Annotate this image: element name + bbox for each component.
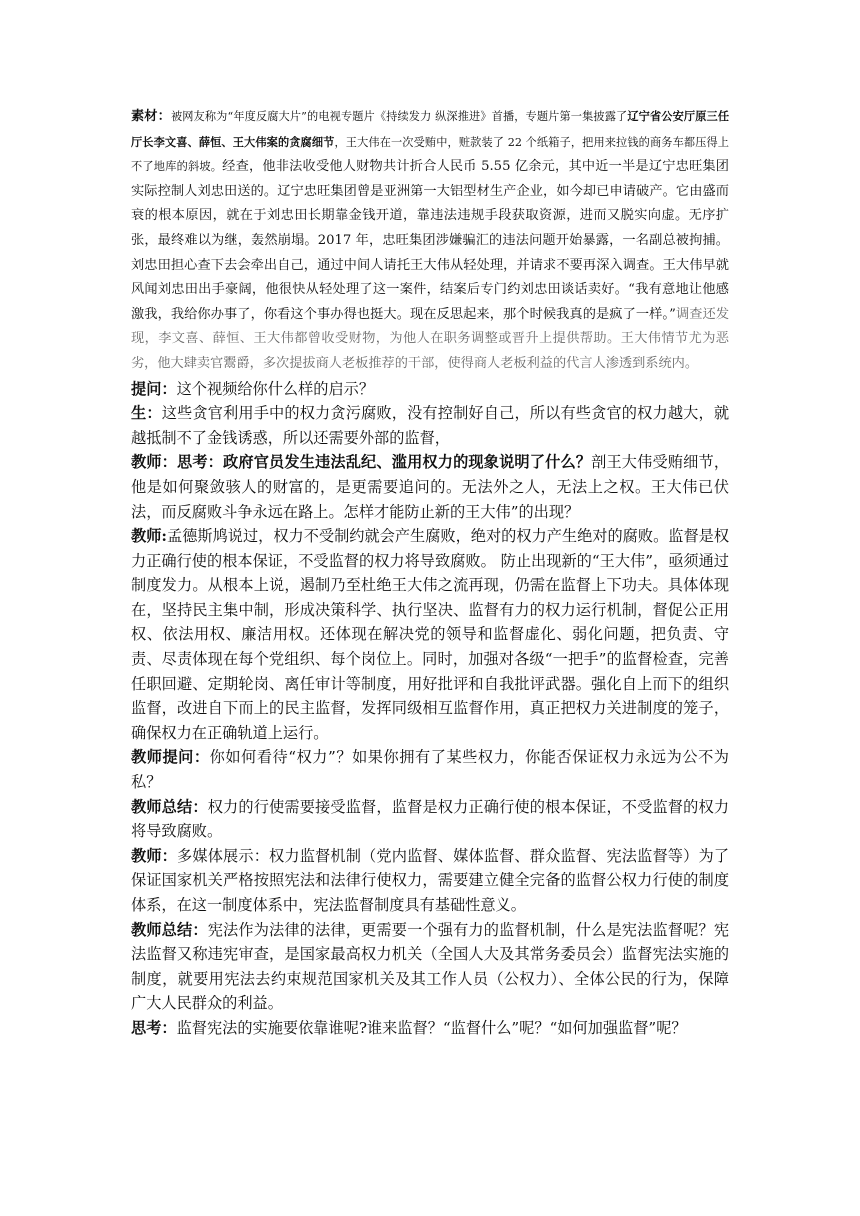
think-label: 思考： (131, 1018, 177, 1037)
teacher-question-text: 你如何看待“权力”？如果你拥有了某些权力，你能否保证权力永远为公不为私？ (131, 748, 729, 792)
teacher-question-label: 教师提问： (131, 748, 210, 767)
question-paragraph (131, 377, 729, 402)
teacher-multimedia-paragraph (131, 844, 729, 918)
teacher-summary-2-text: 宪法作为法律的法律，更需要一个强有力的监督机制，什么是宪法监督呢？宪法监督又称违宪审查，是国家最高权力机关（全国人大及其常务委员会）监督宪法实施的制度，就要用宪法去约束规范国家机关及其工作人员（公权力）、全体公民的行为，保障广大人民群众的利益。 (131, 920, 730, 1013)
teacher-summary-2-label: 教师总结： (131, 920, 208, 939)
teacher-summary-label: 教师总结： (131, 797, 208, 816)
material-intro-end: ，王大伟在一次受贿中，赃款装了 22 个纸箱子，把用来拉钱的商务车都压得上不了地库的斜坡。 (131, 135, 729, 174)
student-text: 这些贪官利用手中的权力贪污腐败，没有控制好自己，所以有些贪官的权力越大，就越抵制不了金钱诱惑，所以还需要外部的监督， (131, 404, 730, 447)
teacher-multimedia-text: 多媒体展示：权力监督机制（党内监督、媒体监督、群众监督、宪法监督等）为了保证国家机关严格按照宪法和法律行使权力，需要建立健全完备的监督公权力行使的制度体系，在这一制度体系中，宪法监督制度具有基础性意义。 (131, 846, 730, 914)
teacher-think-text: 剖王大伟受贿细节，他是如何聚敛骇人的财富的，是更需要追问的。无法外之人，无法上之权。王大伟已伏法，而反腐败斗争永远在路上。怎样才能防止新的王大伟”的出现？ (131, 453, 730, 521)
think-text: 监督宪法的实施要依靠谁呢?谁来监督？“监督什么”呢？“如何加强监督”呢？ (176, 1018, 687, 1037)
think-paragraph (131, 1016, 729, 1041)
question-label: 提问： (131, 379, 177, 398)
teacher-think-label: 教师：思考：政府官员发生违法乱纪、滥用权力的现象说明了什么？ (131, 453, 592, 472)
teacher-multimedia-label: 教师： (131, 846, 178, 865)
material-paragraph (131, 104, 729, 377)
teacher-think-paragraph (131, 450, 729, 524)
teacher-question-paragraph (131, 745, 729, 794)
material-intro: 被网友称为“年度反腐大片”的电视专题片《持续发力 纵深推进》首播，专题片第一集披露了 (170, 110, 628, 123)
teacher-paragraph (131, 524, 729, 745)
student-paragraph (131, 401, 729, 450)
teacher-summary-2-paragraph (131, 918, 729, 1016)
material-body: 经查，他非法收受他人财物共计折合人民币 5.55 亿余元，其中近一半是辽宁忠旺集团实际控制人刘忠田送的。辽宁忠旺集团曾是亚洲第一大铝型材生产企业，如今却已申请破产。它由盛而衰的根本原因，就在于刘忠田长期靠金钱开道，靠违法违规手段获取资源，进而又脱实向虚。无序扩张，最终难以为继，轰然崩塌。2017 年，忠旺集团涉嫌骗汇的违法问题开始暴露，一名副总被拘捕。刘忠田担心查下去会牵出自己，通过中间人请托王大伟从轻处理，并请求不要再深入调查。王大伟早就风闻刘忠田出手豪阔，他很快从轻处理了这一案件，结案后专门约刘忠田谈话卖好。“我有意地让他感激我，我给你办事了，你看这个事办得也挺大。现在反思起来，那个时候我真的是疯了一样。” (131, 159, 729, 322)
teacher-summary-text: 权力的行使需要接受监督，监督是权力正确行使的根本保证，不受监督的权力将导致腐败。 (131, 797, 730, 841)
student-label: 生： (131, 404, 162, 423)
teacher-summary-paragraph (131, 795, 729, 844)
material-label: 素材： (131, 109, 171, 124)
teacher-label: 教师: (131, 527, 167, 546)
material-intro-highlight: 辽宁省公安厅原三任厅长李文喜、薛恒、王大伟案的贪腐细节 (131, 109, 730, 149)
document-page (131, 104, 729, 1041)
teacher-text: 孟德斯鸠说过，权力不受制约就会产生腐败，绝对的权力产生绝对的腐败。监督是权力正确行使的根本保证，不受监督的权力将导致腐败。 防止出现新的“王大伟”，亟须通过制度发力。从根本上说，遏制乃至杜绝王大伟之流再现，仍需在监督上下功夫。具体体现在，坚持民主集中制，形成决策科学、执行坚决、监督有力的权力运行机制，督促公正用权、依法用权、廉洁用权。还体现在解决党的领导和监督虚化、弱化问题，把负责、守责、尽责体现在每个党组织、每个岗位上。同时，加强对各级“一把手”的监督检查，完善任职回避、定期轮岗、离任审计等制度，用好批评和自我批评武器。强化自上而下的组织监督，改进自下而上的民主监督，发挥同级相互监督作用，真正把权力关进制度的笼子，确保权力在正确轨道上运行。 (131, 527, 730, 742)
material-body-grey: 调查还发现，李文喜、薛恒、王大伟都曾收受财物，为他人在职务调整或晋升上提供帮助。王大伟情节尤为恶劣，他大肆卖官鬻爵，多次提拔商人老板推荐的干部，使得商人老板利益的代言人渗透到系统内。 (131, 306, 730, 371)
question-text: 这个视频给你什么样的启示？ (176, 379, 374, 398)
